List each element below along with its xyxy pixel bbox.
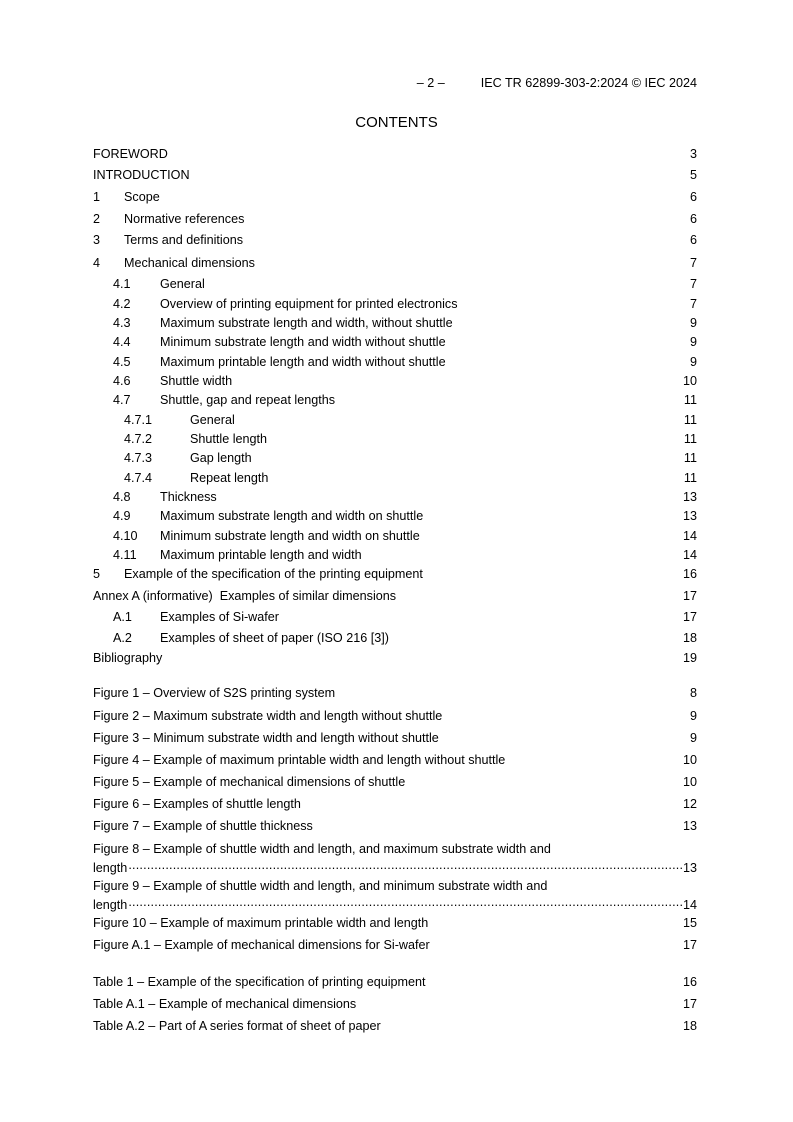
toc-entry-4-3[interactable]: 4.3 Maximum substrate length and width, without shuttle 9 (113, 316, 697, 330)
toc-entry-4-8[interactable]: 4.8 Thickness 13 (113, 490, 697, 504)
page-header (0, 76, 697, 90)
table-entry-a-1[interactable]: Table A.1 – Example of mechanical dimensions 17 (93, 997, 697, 1011)
toc-entry-foreword[interactable]: FOREWORD 3 (93, 147, 697, 161)
toc-entry-4-7-4[interactable]: 4.7.4 Repeat length 11 (124, 471, 697, 485)
figure-entry-9[interactable]: Figure 9 – Example of shuttle width and length, and minimum substrate width and length ..... 14 (93, 878, 697, 913)
document-id: IEC TR 62899-303-2:2024 © IEC 2024 (480, 76, 697, 90)
figure-entry-7[interactable]: Figure 7 – Example of shuttle thickness 13 (93, 819, 697, 833)
toc-entry-4-7-1[interactable]: 4.7.1 General 11 (124, 413, 697, 427)
table-entry-1[interactable]: Table 1 – Example of the specification of printing equipment 16 (93, 975, 697, 989)
toc-entry-4-7-2[interactable]: 4.7.2 Shuttle length 11 (124, 432, 697, 446)
toc-entry-4-1[interactable]: 4.1 General 7 (113, 277, 697, 291)
figure-entry-10[interactable]: Figure 10 – Example of maximum printable width and length 15 (93, 916, 697, 930)
figure-entry-a-1[interactable]: Figure A.1 – Example of mechanical dimensions for Si-wafer 17 (93, 938, 697, 952)
toc-entry-4-7-3[interactable]: 4.7.3 Gap length 11 (124, 451, 697, 465)
toc-entry-a-1[interactable]: A.1 Examples of Si-wafer 17 (113, 610, 697, 624)
toc-entry-4-10[interactable]: 4.10 Minimum substrate length and width on shuttle 14 (113, 529, 697, 543)
toc-entry-4-11[interactable]: 4.11 Maximum printable length and width 14 (113, 548, 697, 562)
toc-entry-4-5[interactable]: 4.5 Maximum printable length and width without shuttle 9 (113, 355, 697, 369)
figure-entry-2[interactable]: Figure 2 – Maximum substrate width and length without shuttle 9 (93, 709, 697, 723)
figure-entry-4[interactable]: Figure 4 – Example of maximum printable width and length without shuttle 10 (93, 753, 697, 767)
figure-entry-1[interactable]: Figure 1 – Overview of S2S printing system 8 (93, 686, 697, 700)
figure-entry-6[interactable]: Figure 6 – Examples of shuttle length 12 (93, 797, 697, 811)
toc-entry-3[interactable]: 3 Terms and definitions 6 (93, 233, 697, 247)
toc-entry-4-4[interactable]: 4.4 Minimum substrate length and width without shuttle 9 (113, 335, 697, 349)
page-number: – 2 – (416, 76, 445, 90)
toc-entry-4[interactable]: 4 Mechanical dimensions 7 (93, 256, 697, 270)
toc-entry-4-2[interactable]: 4.2 Overview of printing equipment for printed electronics 7 (113, 297, 697, 311)
toc-entry-annex-a[interactable]: Annex A (informative) Examples of similar dimensions 17 (93, 589, 697, 603)
contents-title: CONTENTS (355, 114, 438, 131)
toc-entry-bibliography[interactable]: Bibliography 19 (93, 651, 697, 665)
toc-entry-2[interactable]: 2 Normative references 6 (93, 212, 697, 226)
figure-entry-5[interactable]: Figure 5 – Example of mechanical dimensions of shuttle 10 (93, 775, 697, 789)
toc-entry-5[interactable]: 5 Example of the specification of the printing equipment 16 (93, 567, 697, 581)
toc-entry-1[interactable]: 1 Scope 6 (93, 190, 697, 204)
toc-entry-4-6[interactable]: 4.6 Shuttle width 10 (113, 374, 697, 388)
toc-entry-4-9[interactable]: 4.9 Maximum substrate length and width on shuttle 13 (113, 509, 697, 523)
figure-entry-3[interactable]: Figure 3 – Minimum substrate width and length without shuttle 9 (93, 731, 697, 745)
table-entry-a-2[interactable]: Table A.2 – Part of A series format of sheet of paper 18 (93, 1019, 697, 1033)
toc-entry-a-2[interactable]: A.2 Examples of sheet of paper (ISO 216 [3]) 18 (113, 631, 697, 645)
figure-entry-8[interactable]: Figure 8 – Example of shuttle width and length, and maximum substrate width and length ..... 13 (93, 841, 697, 876)
toc-entry-introduction[interactable]: INTRODUCTION 5 (93, 168, 697, 182)
toc-entry-4-7[interactable]: 4.7 Shuttle, gap and repeat lengths 11 (113, 393, 697, 407)
